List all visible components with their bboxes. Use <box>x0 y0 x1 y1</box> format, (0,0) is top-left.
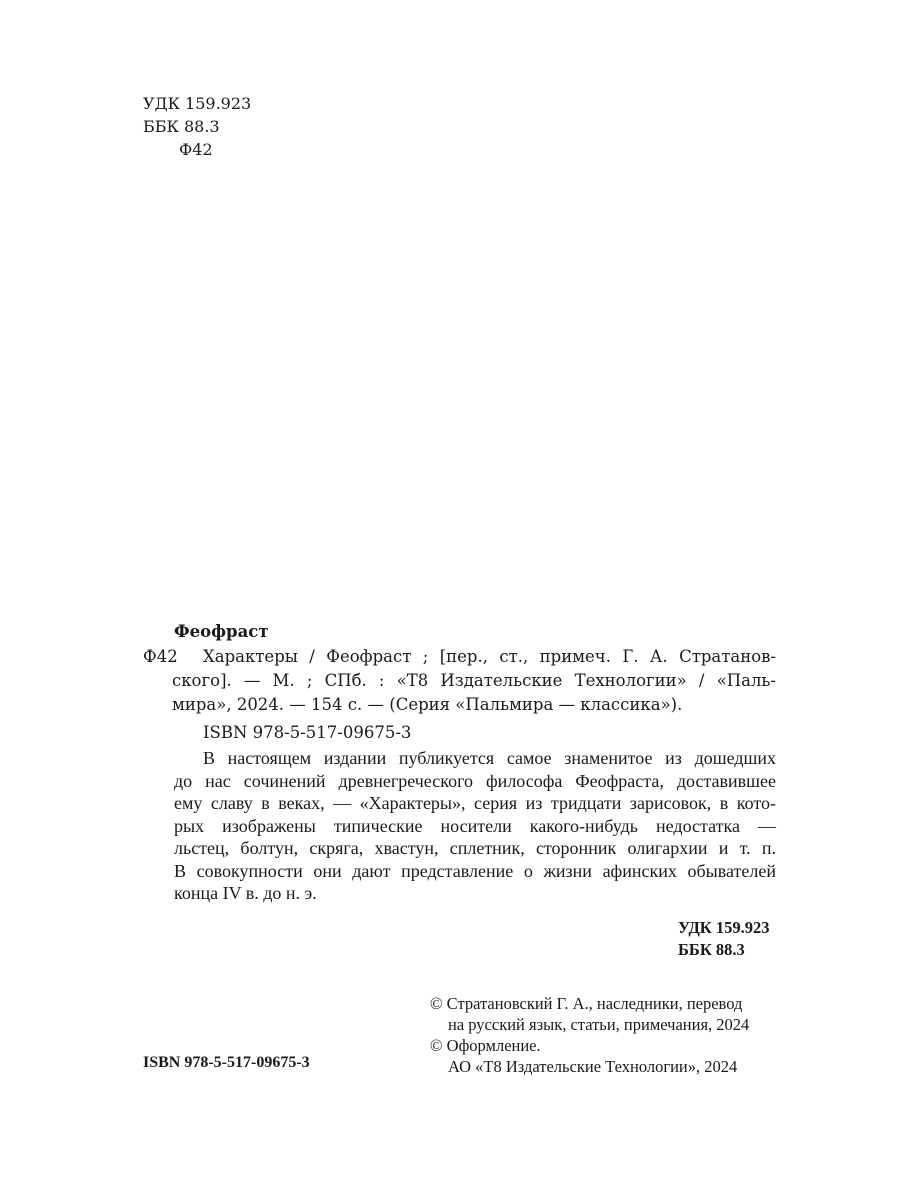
classification-codes <box>143 92 251 161</box>
right-classification-codes <box>678 917 770 961</box>
annotation-line: В настоящем издании публикуется самое знаменитое из дошедших <box>203 748 776 768</box>
annotation <box>143 747 776 905</box>
author-mark: Ф42 <box>179 140 213 159</box>
copyright-design: © Оформление. <box>430 1036 541 1055</box>
entry-author-mark: Ф42 <box>143 647 178 666</box>
entry-line: ского]. — М. ; СПб. : «Т8 Издательские Технологии» / «Паль- <box>172 671 776 690</box>
entry-line: мира», 2024. — 154 с. — (Серия «Пальмира — классика»). <box>172 695 683 714</box>
udk-code: УДК 159.923 <box>143 94 252 113</box>
annotation-line: конца IV в. до н. э. <box>174 883 317 903</box>
bbk-code-bold: ББК 88.3 <box>678 940 745 959</box>
copyright-publisher: АО «Т8 Издательские Технологии», 2024 <box>448 1057 738 1076</box>
annotation-line: рых изображены типические носители какого-нибудь недостатка — <box>174 815 776 836</box>
bibliographic-entry <box>143 645 776 717</box>
annotation-line: ему славу в веках, — «Характеры», серия из тридцати зарисовок, в кото- <box>174 793 776 813</box>
annotation-line: до нас сочинений древнегреческого философа Феофраста, доставившее <box>174 770 776 791</box>
entry-line: Характеры / Феофраст ; [пер., ст., примеч. Г. А. Стратанов- <box>203 647 776 666</box>
bibliographic-record <box>143 620 776 905</box>
udk-code-bold: УДК 159.923 <box>678 918 770 937</box>
copyright-block <box>430 993 749 1077</box>
annotation-line: льстец, болтун, скряга, хвастун, сплетник, сторонник олигархии и т. п. <box>174 838 776 858</box>
copyright-translation: © Стратановский Г. А., наследники, перевод <box>430 994 743 1013</box>
author-name: Феофраст <box>174 622 269 641</box>
annotation-line: В совокупности они дают представление о жизни афинских обывателей <box>174 860 776 881</box>
isbn-bottom: ISBN 978-5-517-09675-3 <box>143 1054 310 1071</box>
bbk-code: ББК 88.3 <box>143 117 220 136</box>
copyright-translation-cont: на русский язык, статьи, примечания, 2024 <box>448 1015 750 1034</box>
entry-isbn: ISBN 978-5-517-09675-3 <box>203 723 412 742</box>
